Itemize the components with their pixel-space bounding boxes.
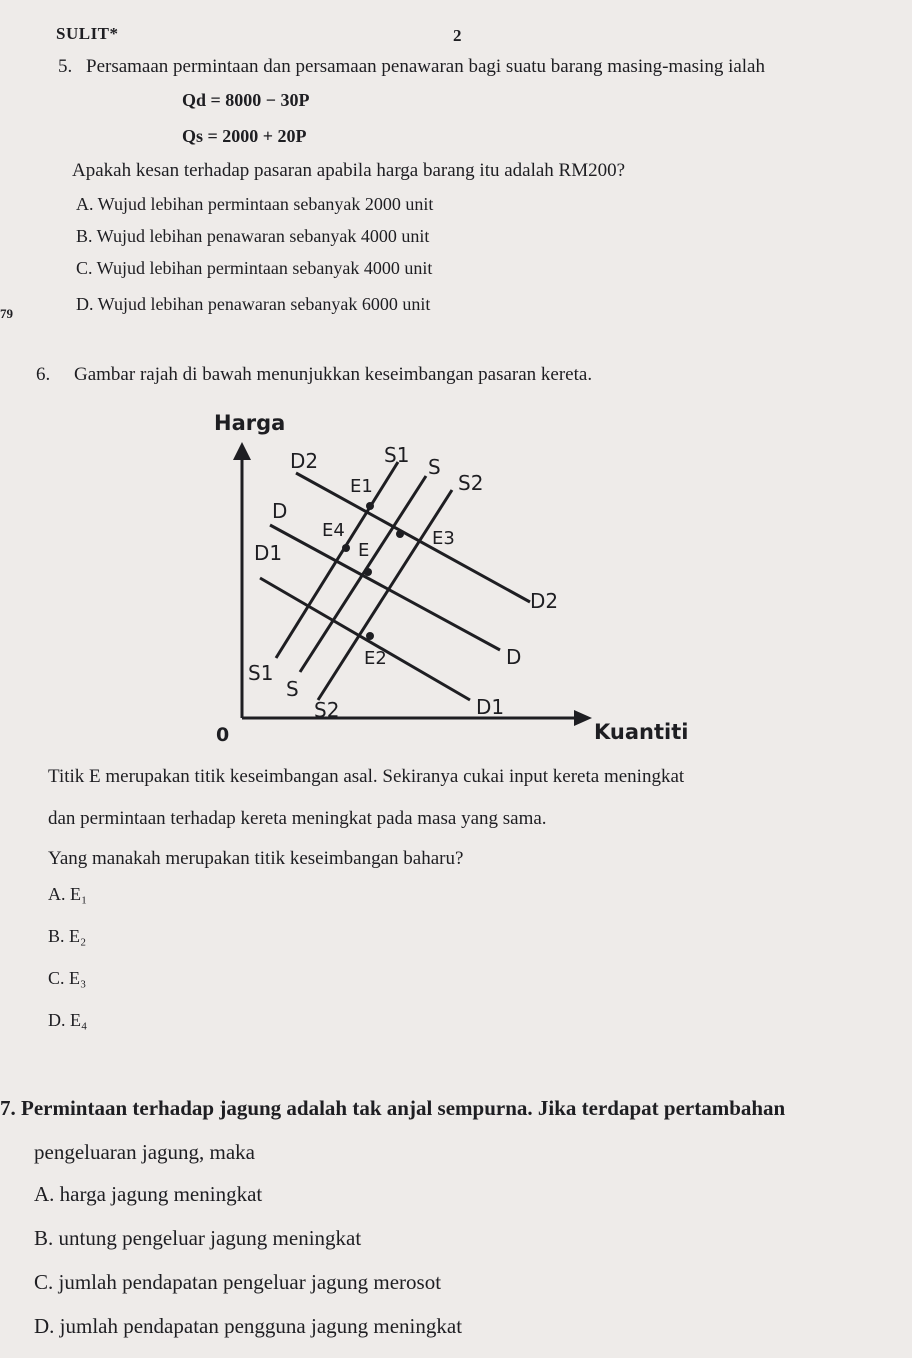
point-e [364,568,372,576]
q5-option-a[interactable]: A. Wujud lebihan permintaan sebanyak 2000 unit [76,194,434,214]
q7-option-a[interactable]: A. harga jagung meningkat [34,1182,263,1206]
label-d1-end: D1 [476,695,505,719]
supply-curve-s [300,476,426,672]
demand-curve-d [270,525,500,650]
label-s-bottom: S [286,677,299,701]
q6-option-c[interactable]: C. E₃ [48,968,87,988]
q6-number: 6. [36,364,51,385]
label-d2-top: D2 [290,449,319,473]
q5-question: Apakah kesan terhadap pasaran apabila harga barang itu adalah RM200? [72,160,626,181]
label-s-top: S [428,455,441,479]
q6-option-d[interactable]: D. E₄ [48,1010,88,1030]
label-d1-top: D1 [254,541,283,565]
label-s2-bottom: S2 [314,698,340,722]
q6-paragraph-2: dan permintaan terhadap kereta meningkat pada masa yang sama. [48,808,547,829]
q6-option-a[interactable]: A. E₁ [48,884,88,904]
q6-option-b[interactable]: B. E₂ [48,926,87,946]
label-s1-bottom: S1 [248,661,274,685]
q5-equation-demand: Qd = 8000 − 30P [182,90,310,110]
q7-option-c[interactable]: C. jumlah pendapatan pengeluar jagung merosot [34,1270,442,1294]
label-s2-top: S2 [458,471,484,495]
q5-stem: Persamaan permintaan dan persamaan penawaran bagi suatu barang masing-masing ialah [86,56,765,77]
page-number: 2 [453,26,462,45]
q5-equation-supply: Qs = 2000 + 20P [182,126,307,146]
supply-curve-s1 [276,462,398,658]
q7-stem-line-1: 7. Permintaan terhadap jagung adalah tak anjal sempurna. Jika terdapat pertambahan [0,1096,786,1120]
label-e2: E2 [364,648,387,669]
label-e3: E3 [432,528,455,549]
y-axis-arrowhead [233,442,251,460]
origin-label: 0 [216,724,230,746]
label-s1-top: S1 [384,443,410,467]
q5-option-c[interactable]: C. Wujud lebihan permintaan sebanyak 4000 unit [76,258,433,278]
label-e: E [358,540,370,561]
y-axis-label: Harga [214,411,286,435]
point-e3 [396,530,404,538]
header-title: SULIT* [56,24,119,43]
q5-option-d[interactable]: D. Wujud lebihan penawaran sebanyak 6000 unit [76,294,431,314]
label-d-end: D [506,645,522,669]
q5-option-b[interactable]: B. Wujud lebihan penawaran sebanyak 4000 unit [76,226,430,246]
q7-option-d[interactable]: D. jumlah pendapatan pengguna jagung meningkat [34,1314,463,1338]
margin-mark: 79 [0,306,13,321]
x-axis-label: Kuantiti [594,720,689,744]
label-e1: E1 [350,476,373,497]
q7-option-b[interactable]: B. untung pengeluar jagung meningkat [34,1226,362,1250]
label-e4: E4 [322,520,345,541]
point-e1 [366,502,374,510]
q6-question: Yang manakah merupakan titik keseimbangan baharu? [48,848,464,869]
point-e2 [366,632,374,640]
label-d-top: D [272,499,288,523]
x-axis-arrowhead [574,710,592,726]
q7-stem-line-2: pengeluaran jagung, maka [34,1140,255,1164]
q5-number: 5. [58,56,73,77]
label-d2-end: D2 [530,589,559,613]
point-e4 [342,544,350,552]
q6-paragraph-1: Titik E merupakan titik keseimbangan asal. Sekiranya cukai input kereta meningkat [48,766,685,787]
q6-stem: Gambar rajah di bawah menunjukkan keseimbangan pasaran kereta. [74,364,593,385]
